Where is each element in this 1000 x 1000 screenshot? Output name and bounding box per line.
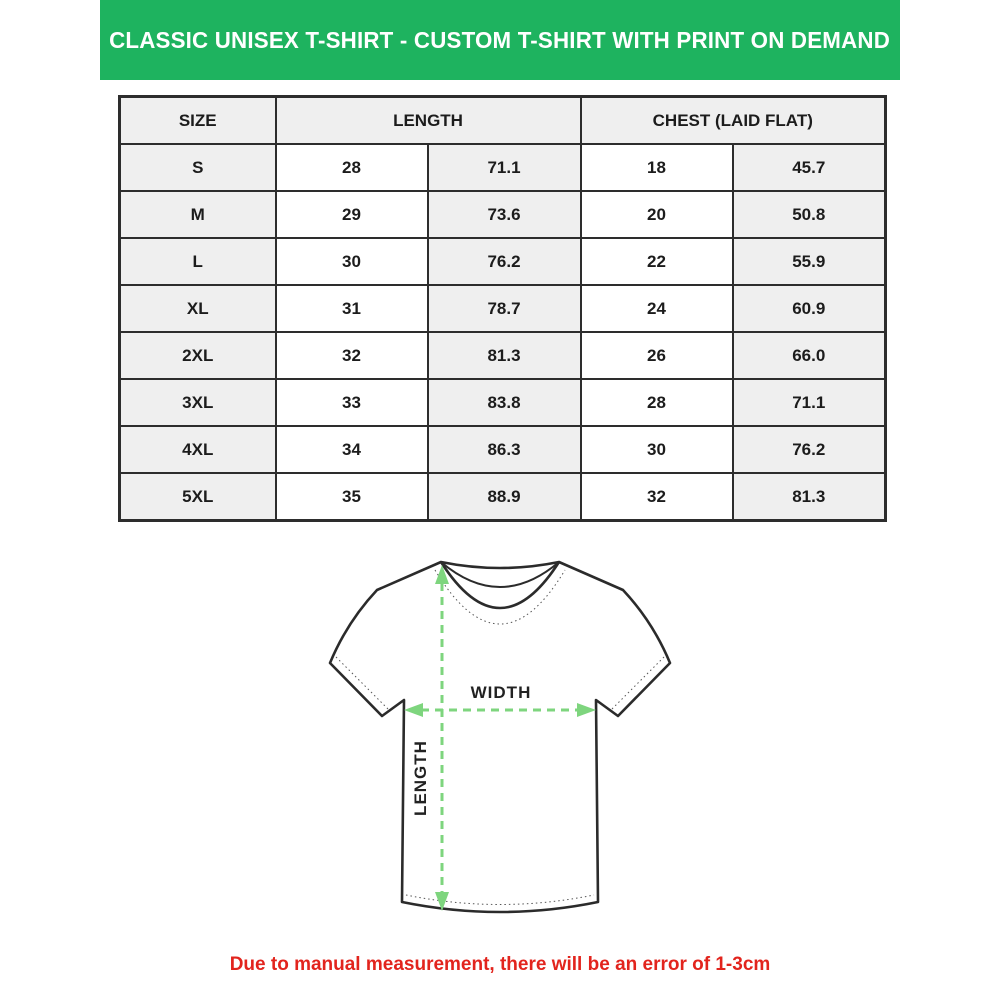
size-cell: XL [120, 285, 276, 332]
length-cm-cell: 71.1 [428, 144, 581, 191]
length-cm-cell: 81.3 [428, 332, 581, 379]
chest-in-cell: 30 [581, 426, 733, 473]
chest-cm-cell: 45.7 [733, 144, 886, 191]
table-row [120, 144, 886, 191]
length-in-cell: 32 [276, 332, 428, 379]
chest-cm-cell: 60.9 [733, 285, 886, 332]
length-in-cell: 33 [276, 379, 428, 426]
length-cm-cell: 88.9 [428, 473, 581, 521]
length-cm-cell: 76.2 [428, 238, 581, 285]
chest-cm-cell: 76.2 [733, 426, 886, 473]
chest-cm-cell: 50.8 [733, 191, 886, 238]
chest-in-cell: 28 [581, 379, 733, 426]
length-in-cell: 34 [276, 426, 428, 473]
tshirt-outline [330, 562, 670, 912]
tshirt-diagram [320, 550, 680, 920]
size-cell: M [120, 191, 276, 238]
chest-cm-cell: 55.9 [733, 238, 886, 285]
chest-in-cell: 22 [581, 238, 733, 285]
table-row [120, 238, 886, 285]
table-header-row [120, 97, 886, 145]
table-row [120, 285, 886, 332]
length-cm-cell: 78.7 [428, 285, 581, 332]
chest-cm-cell: 71.1 [733, 379, 886, 426]
width-label: WIDTH [470, 683, 532, 702]
col-header-length: LENGTH [276, 97, 581, 145]
length-label: LENGTH [411, 740, 430, 816]
page-title: CLASSIC UNISEX T-SHIRT - CUSTOM T-SHIRT WITH PRINT ON DEMAND [109, 26, 891, 53]
size-cell: S [120, 144, 276, 191]
measurement-note: Due to manual measurement, there will be an error of 1-3cm [229, 954, 771, 975]
size-cell: L [120, 238, 276, 285]
table-row [120, 426, 886, 473]
table-row [120, 473, 886, 521]
table-row [120, 191, 886, 238]
length-in-cell: 30 [276, 238, 428, 285]
length-cm-cell: 83.8 [428, 379, 581, 426]
title-banner [100, 0, 900, 80]
chest-in-cell: 32 [581, 473, 733, 521]
col-header-chest: CHEST (LAID FLAT) [581, 97, 886, 145]
chest-in-cell: 20 [581, 191, 733, 238]
table-row [120, 332, 886, 379]
chest-cm-cell: 81.3 [733, 473, 886, 521]
length-cm-cell: 86.3 [428, 426, 581, 473]
size-cell: 2XL [120, 332, 276, 379]
length-in-cell: 35 [276, 473, 428, 521]
size-cell: 5XL [120, 473, 276, 521]
chest-in-cell: 26 [581, 332, 733, 379]
length-in-cell: 29 [276, 191, 428, 238]
chest-in-cell: 24 [581, 285, 733, 332]
col-header-size: SIZE [120, 97, 276, 145]
length-in-cell: 31 [276, 285, 428, 332]
size-cell: 3XL [120, 379, 276, 426]
size-table [118, 95, 887, 522]
tshirt-illustration [320, 550, 680, 920]
length-cm-cell: 73.6 [428, 191, 581, 238]
length-in-cell: 28 [276, 144, 428, 191]
size-cell: 4XL [120, 426, 276, 473]
table-row [120, 379, 886, 426]
chest-cm-cell: 66.0 [733, 332, 886, 379]
chest-in-cell: 18 [581, 144, 733, 191]
